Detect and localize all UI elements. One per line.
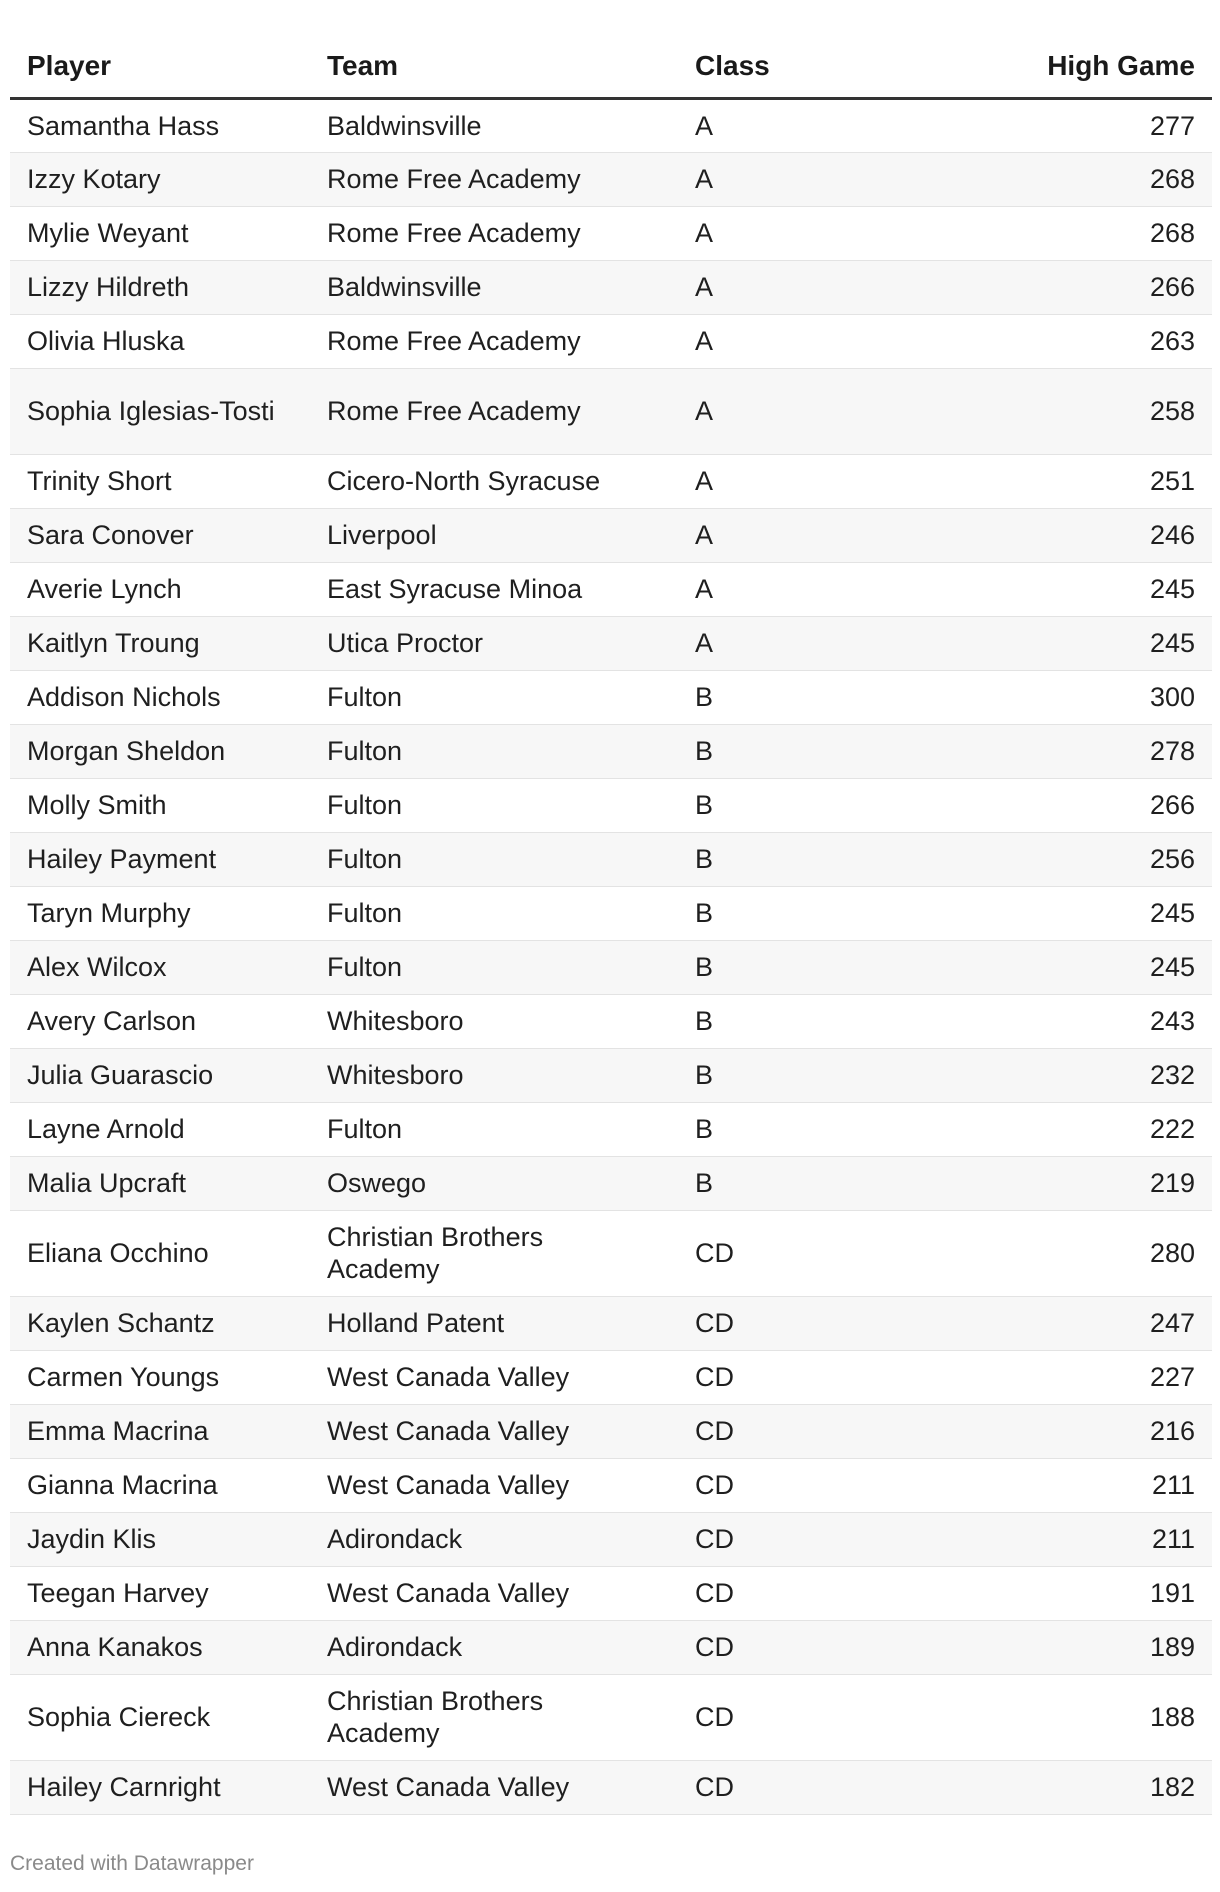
cell-high-game: 232 xyxy=(918,1048,1212,1102)
cell-high-game: 182 xyxy=(918,1760,1212,1814)
cell-class: B xyxy=(678,994,918,1048)
cell-player: Gianna Macrina xyxy=(10,1458,310,1512)
cell-class: A xyxy=(678,508,918,562)
cell-high-game: 247 xyxy=(918,1296,1212,1350)
cell-team: Fulton xyxy=(310,670,678,724)
cell-high-game: 211 xyxy=(918,1512,1212,1566)
cell-class: A xyxy=(678,314,918,368)
cell-player: Molly Smith xyxy=(10,778,310,832)
cell-class: B xyxy=(678,1048,918,1102)
cell-player: Mylie Weyant xyxy=(10,206,310,260)
cell-class: CD xyxy=(678,1620,918,1674)
cell-high-game: 245 xyxy=(918,616,1212,670)
cell-player: Averie Lynch xyxy=(10,562,310,616)
cell-team: West Canada Valley xyxy=(310,1350,678,1404)
cell-class: CD xyxy=(678,1458,918,1512)
cell-class: A xyxy=(678,260,918,314)
table-row xyxy=(10,1048,1212,1102)
table-row xyxy=(10,832,1212,886)
cell-player: Jaydin Klis xyxy=(10,1512,310,1566)
cell-class: B xyxy=(678,670,918,724)
cell-class: CD xyxy=(678,1760,918,1814)
cell-high-game: 266 xyxy=(918,778,1212,832)
cell-player: Lizzy Hildreth xyxy=(10,260,310,314)
cell-high-game: 245 xyxy=(918,562,1212,616)
table-row xyxy=(10,98,1212,152)
cell-class: B xyxy=(678,886,918,940)
cell-player: Hailey Payment xyxy=(10,832,310,886)
cell-player: Olivia Hluska xyxy=(10,314,310,368)
cell-team: Christian Brothers Academy xyxy=(310,1674,678,1760)
table-row xyxy=(10,314,1212,368)
table-row xyxy=(10,940,1212,994)
cell-class: B xyxy=(678,724,918,778)
cell-high-game: 251 xyxy=(918,454,1212,508)
cell-team: Rome Free Academy xyxy=(310,368,678,454)
cell-high-game: 188 xyxy=(918,1674,1212,1760)
table-row xyxy=(10,886,1212,940)
cell-team: West Canada Valley xyxy=(310,1404,678,1458)
cell-class: A xyxy=(678,616,918,670)
data-table xyxy=(10,36,1212,1815)
cell-class: CD xyxy=(678,1512,918,1566)
cell-team: Fulton xyxy=(310,778,678,832)
cell-team: West Canada Valley xyxy=(310,1566,678,1620)
cell-player: Eliana Occhino xyxy=(10,1210,310,1296)
column-header-high-game[interactable]: High Game xyxy=(918,36,1212,98)
table-row xyxy=(10,454,1212,508)
cell-player: Layne Arnold xyxy=(10,1102,310,1156)
cell-high-game: 245 xyxy=(918,886,1212,940)
cell-player: Emma Macrina xyxy=(10,1404,310,1458)
cell-class: B xyxy=(678,1156,918,1210)
cell-player: Alex Wilcox xyxy=(10,940,310,994)
cell-team: Baldwinsville xyxy=(310,260,678,314)
cell-player: Kaylen Schantz xyxy=(10,1296,310,1350)
table-row xyxy=(10,1512,1212,1566)
table-row xyxy=(10,1156,1212,1210)
cell-team: Rome Free Academy xyxy=(310,314,678,368)
cell-team: West Canada Valley xyxy=(310,1760,678,1814)
cell-high-game: 246 xyxy=(918,508,1212,562)
table-row xyxy=(10,1404,1212,1458)
cell-class: CD xyxy=(678,1210,918,1296)
cell-player: Addison Nichols xyxy=(10,670,310,724)
cell-player: Morgan Sheldon xyxy=(10,724,310,778)
table-row xyxy=(10,1102,1212,1156)
cell-class: A xyxy=(678,206,918,260)
cell-team: Fulton xyxy=(310,832,678,886)
cell-player: Sophia Iglesias-Tosti xyxy=(10,368,310,454)
cell-high-game: 227 xyxy=(918,1350,1212,1404)
table-row xyxy=(10,1210,1212,1296)
column-header-team[interactable]: Team xyxy=(310,36,678,98)
cell-team: Adirondack xyxy=(310,1512,678,1566)
cell-team: Liverpool xyxy=(310,508,678,562)
cell-class: A xyxy=(678,368,918,454)
cell-player: Sara Conover xyxy=(10,508,310,562)
cell-player: Kaitlyn Troung xyxy=(10,616,310,670)
cell-class: B xyxy=(678,1102,918,1156)
table-row xyxy=(10,1350,1212,1404)
cell-high-game: 300 xyxy=(918,670,1212,724)
cell-team: Oswego xyxy=(310,1156,678,1210)
table-row xyxy=(10,1760,1212,1814)
cell-class: A xyxy=(678,152,918,206)
cell-high-game: 189 xyxy=(918,1620,1212,1674)
cell-team: Rome Free Academy xyxy=(310,206,678,260)
cell-player: Carmen Youngs xyxy=(10,1350,310,1404)
cell-team: East Syracuse Minoa xyxy=(310,562,678,616)
table-row xyxy=(10,1458,1212,1512)
cell-high-game: 256 xyxy=(918,832,1212,886)
column-header-player[interactable]: Player xyxy=(10,36,310,98)
cell-class: B xyxy=(678,940,918,994)
datawrapper-credit: Created with Datawrapper xyxy=(10,1852,254,1875)
cell-player: Hailey Carnright xyxy=(10,1760,310,1814)
cell-high-game: 266 xyxy=(918,260,1212,314)
cell-high-game: 222 xyxy=(918,1102,1212,1156)
cell-high-game: 268 xyxy=(918,152,1212,206)
table-row xyxy=(10,724,1212,778)
cell-class: CD xyxy=(678,1566,918,1620)
cell-player: Izzy Kotary xyxy=(10,152,310,206)
cell-class: CD xyxy=(678,1404,918,1458)
cell-team: Whitesboro xyxy=(310,994,678,1048)
cell-team: West Canada Valley xyxy=(310,1458,678,1512)
cell-high-game: 263 xyxy=(918,314,1212,368)
cell-high-game: 216 xyxy=(918,1404,1212,1458)
cell-team: Fulton xyxy=(310,886,678,940)
table-row xyxy=(10,778,1212,832)
column-header-class[interactable]: Class xyxy=(678,36,918,98)
cell-team: Fulton xyxy=(310,940,678,994)
cell-high-game: 258 xyxy=(918,368,1212,454)
cell-player: Sophia Ciereck xyxy=(10,1674,310,1760)
table-row xyxy=(10,152,1212,206)
cell-class: CD xyxy=(678,1296,918,1350)
table-body xyxy=(10,98,1212,1814)
cell-team: Whitesboro xyxy=(310,1048,678,1102)
cell-high-game: 191 xyxy=(918,1566,1212,1620)
cell-class: B xyxy=(678,778,918,832)
table-row xyxy=(10,1620,1212,1674)
cell-high-game: 211 xyxy=(918,1458,1212,1512)
table-row xyxy=(10,508,1212,562)
cell-player: Malia Upcraft xyxy=(10,1156,310,1210)
cell-team: Fulton xyxy=(310,1102,678,1156)
cell-class: CD xyxy=(678,1350,918,1404)
cell-high-game: 277 xyxy=(918,98,1212,152)
table-header xyxy=(10,36,1212,98)
table-row xyxy=(10,1296,1212,1350)
cell-class: A xyxy=(678,454,918,508)
cell-team: Cicero-North Syracuse xyxy=(310,454,678,508)
cell-player: Avery Carlson xyxy=(10,994,310,1048)
cell-class: A xyxy=(678,98,918,152)
cell-team: Utica Proctor xyxy=(310,616,678,670)
cell-team: Fulton xyxy=(310,724,678,778)
cell-player: Julia Guarascio xyxy=(10,1048,310,1102)
cell-player: Anna Kanakos xyxy=(10,1620,310,1674)
table-row xyxy=(10,368,1212,454)
table-row xyxy=(10,1566,1212,1620)
cell-high-game: 243 xyxy=(918,994,1212,1048)
table-row xyxy=(10,562,1212,616)
cell-high-game: 245 xyxy=(918,940,1212,994)
cell-team: Rome Free Academy xyxy=(310,152,678,206)
cell-high-game: 278 xyxy=(918,724,1212,778)
table-row xyxy=(10,994,1212,1048)
cell-team: Holland Patent xyxy=(310,1296,678,1350)
cell-player: Trinity Short xyxy=(10,454,310,508)
cell-high-game: 280 xyxy=(918,1210,1212,1296)
cell-team: Adirondack xyxy=(310,1620,678,1674)
table-row xyxy=(10,616,1212,670)
table-row xyxy=(10,260,1212,314)
cell-class: B xyxy=(678,832,918,886)
cell-high-game: 219 xyxy=(918,1156,1212,1210)
cell-player: Taryn Murphy xyxy=(10,886,310,940)
cell-team: Christian Brothers Academy xyxy=(310,1210,678,1296)
cell-player: Samantha Hass xyxy=(10,98,310,152)
table-row xyxy=(10,206,1212,260)
table-row xyxy=(10,1674,1212,1760)
cell-class: A xyxy=(678,562,918,616)
header-row xyxy=(10,36,1212,98)
cell-player: Teegan Harvey xyxy=(10,1566,310,1620)
table-row xyxy=(10,670,1212,724)
cell-class: CD xyxy=(678,1674,918,1760)
cell-team: Baldwinsville xyxy=(310,98,678,152)
cell-high-game: 268 xyxy=(918,206,1212,260)
